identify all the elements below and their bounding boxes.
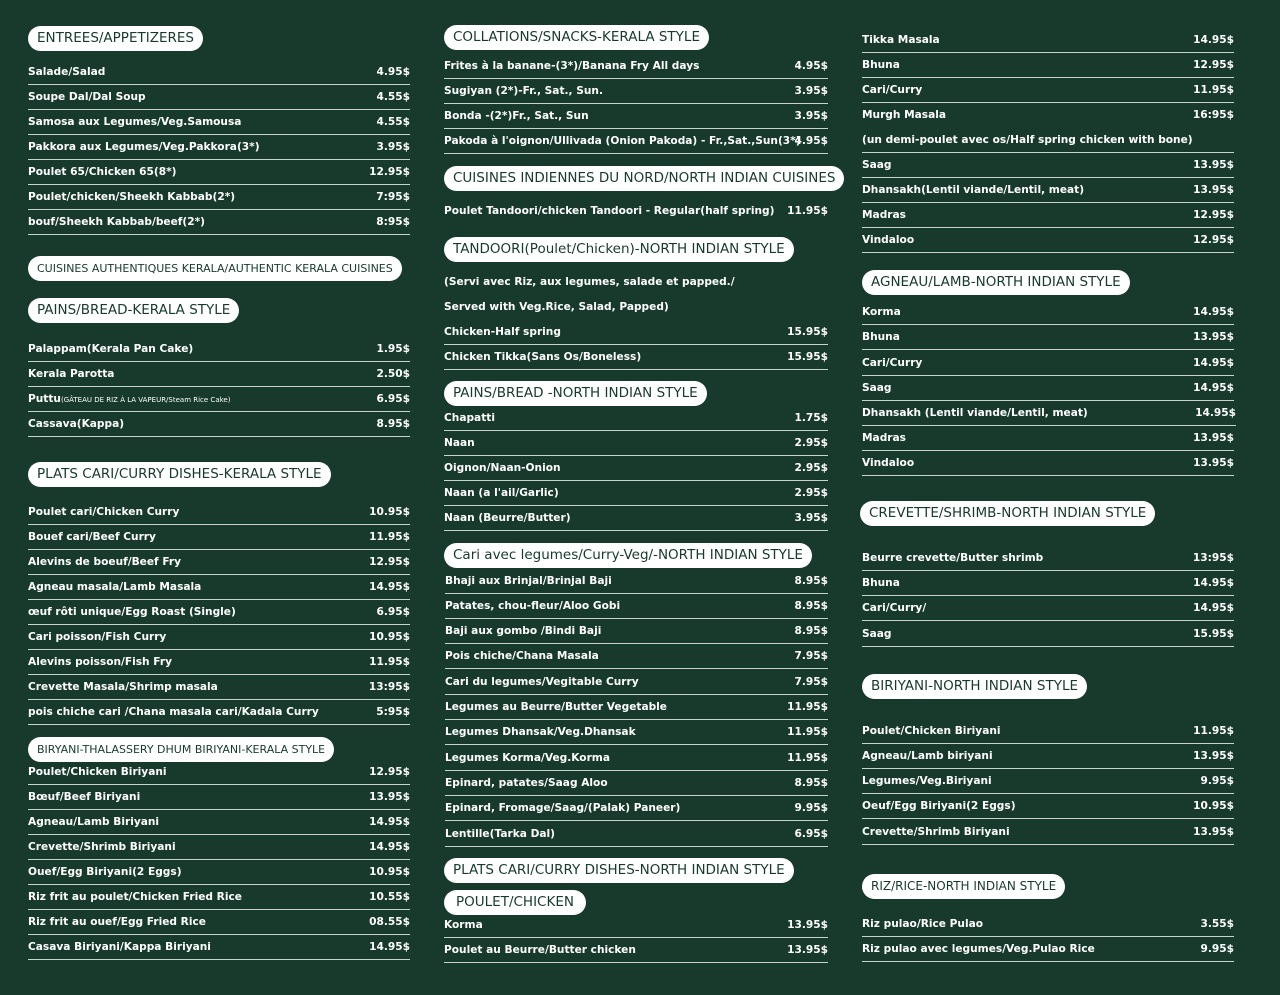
item-price: 14.95$: [1193, 357, 1234, 369]
item-name: Poulet Tandoori/chicken Tandoori - Regular(half spring): [444, 205, 775, 217]
menu-item: [862, 571, 1234, 596]
menu-item: [444, 345, 828, 370]
menu-item: [862, 103, 1234, 128]
menu-item: [444, 104, 828, 129]
item-name: Palappam(Kerala Pan Cake): [28, 343, 194, 355]
item-name: Ouef/Egg Biriyani(2 Eggs): [28, 866, 182, 878]
menu-item: [862, 794, 1234, 819]
section-title-veg-curry: Cari avec legumes/Curry-Veg/-NORTH INDIAN STYLE: [444, 543, 812, 568]
tandoori-note-en: Served with Veg.Rice, Salad, Papped): [444, 301, 669, 313]
item-price: 10.95$: [1193, 800, 1234, 812]
item-price: 9.95$: [1200, 775, 1234, 787]
menu-item: [862, 820, 1234, 845]
section-title-shrimp: CREVETTE/SHRIMB-NORTH INDIAN STYLE: [860, 501, 1155, 526]
item-price: 11.95$: [369, 531, 410, 543]
menu-item: [28, 337, 410, 362]
item-name: Poulet au Beurre/Butter chicken: [444, 944, 636, 956]
menu-item: [28, 885, 410, 910]
item-name: Patates, chou-fleur/Aloo Gobi: [445, 600, 621, 612]
section-title-north-biriyani: BIRIYANI-NORTH INDIAN STYLE: [862, 674, 1087, 699]
menu-item: [28, 860, 410, 885]
item-price: 11.95$: [787, 726, 828, 738]
item-name: Oignon/Naan-Onion: [444, 462, 561, 474]
item-price: 8:95$: [376, 216, 410, 228]
item-name: Naan (a l'ail/Garlic): [444, 487, 559, 499]
item-name: Soupe Dal/Dal Soup: [28, 91, 146, 103]
item-name-main: Puttu: [28, 393, 61, 405]
item-price: 6.95$: [376, 393, 410, 405]
item-name: Crevette Masala/Shrimp masala: [28, 681, 218, 693]
menu-item: [445, 822, 828, 847]
item-price: 14.95$: [1193, 34, 1234, 46]
menu-item-note: [862, 128, 1234, 153]
item-name: Cassava(Kappa): [28, 418, 125, 430]
menu-item: [445, 594, 828, 619]
item-price: 12.95$: [369, 766, 410, 778]
menu-item: [862, 78, 1234, 103]
item-name: Crevette/Shrimb Biriyani: [862, 826, 1010, 838]
menu-item: [444, 431, 828, 456]
item-price: 13.95$: [1193, 331, 1234, 343]
item-name: Poulet/chicken/Sheekh Kabbab(2*): [28, 191, 236, 203]
item-price: 13.95$: [1193, 184, 1234, 196]
item-price: 12.95$: [369, 556, 410, 568]
item-price: 16:95$: [1192, 109, 1234, 121]
item-price: 3.95$: [376, 141, 410, 153]
item-price: 13.95$: [369, 791, 410, 803]
item-name: Dhansakh(Lentil viande/Lentil, meat): [862, 184, 1085, 196]
item-name: Poulet/Chicken Biriyani: [862, 725, 1001, 737]
item-price: 11.95$: [787, 205, 828, 217]
item-price: 8.95$: [794, 625, 828, 637]
item-price: 13.95$: [787, 919, 828, 931]
item-name: Poulet/Chicken Biriyani: [28, 766, 167, 778]
menu-item: [862, 203, 1234, 228]
item-name: Legumes/Veg.Biriyani: [862, 775, 992, 787]
menu-item: [28, 760, 410, 785]
menu-item: [28, 785, 410, 810]
item-name: Vindaloo: [862, 457, 915, 469]
item-name: Pois chiche/Chana Masala: [445, 650, 599, 662]
menu-item: [862, 451, 1234, 476]
item-name: Murgh Masala: [862, 109, 947, 121]
item-price: 2.95$: [794, 462, 828, 474]
item-name: Alevins poisson/Fish Fry: [28, 656, 172, 668]
item-price: 11.95$: [1193, 725, 1234, 737]
menu-item: [862, 596, 1234, 621]
item-price: 7.95$: [794, 650, 828, 662]
item-name: Cari/Curry/: [862, 602, 927, 614]
item-name: Saag: [862, 159, 892, 171]
item-price: 14.95$: [369, 941, 410, 953]
item-price: 13.95$: [1193, 432, 1234, 444]
item-name: Frites à la banane-(3*)/Banana Fry All days: [444, 60, 700, 72]
menu-item: [862, 937, 1234, 962]
menu-item: [445, 569, 828, 594]
menu-item: [862, 401, 1236, 426]
menu-item: [444, 913, 828, 938]
menu-item: [28, 500, 410, 525]
item-price: 2.95$: [794, 487, 828, 499]
item-name: Alevins de boeuf/Beef Fry: [28, 556, 182, 568]
item-name: Bœuf/Beef Biriyani: [28, 791, 141, 803]
item-name: œuf rôti unique/Egg Roast (Single): [28, 606, 236, 618]
menu-item: [862, 153, 1234, 178]
item-note: (un demi-poulet avec os/Half spring chicken with bone): [862, 134, 1193, 146]
section-title-tandoori: TANDOORI(Poulet/Chicken)-NORTH INDIAN STYLE: [444, 237, 794, 262]
menu-item: [28, 550, 410, 575]
section-title-kerala-bread: PAINS/BREAD-KERALA STYLE: [28, 298, 239, 323]
item-name: Bouef cari/Beef Curry: [28, 531, 156, 543]
item-name: Bonda -(2*)Fr., Sat., Sun: [444, 110, 589, 122]
item-price: 12.95$: [1193, 59, 1234, 71]
item-name: Chicken-Half spring: [444, 326, 561, 338]
item-price: 14.95$: [369, 841, 410, 853]
menu-item: [444, 938, 828, 963]
menu-item: [28, 185, 410, 210]
item-name: Riz pulao/Rice Pulao: [862, 918, 984, 930]
section-title-kerala-biriyani: BIRYANI-THALASSERY DHUM BIRIYANI-KERALA STYLE: [28, 737, 334, 762]
item-name: Bhaji aux Brinjal/Brinjal Baji: [445, 575, 612, 587]
menu-item: [28, 575, 410, 600]
menu-item: [444, 456, 828, 481]
item-price: 13:95$: [368, 681, 410, 693]
section-title-lamb: AGNEAU/LAMB-NORTH INDIAN STYLE: [862, 270, 1130, 295]
item-price: 7.95$: [794, 676, 828, 688]
item-name: Bhuna: [862, 577, 900, 589]
item-price: 13.95$: [1193, 159, 1234, 171]
menu-item: [862, 546, 1234, 571]
item-price: 4.55$: [376, 91, 410, 103]
item-price: 7:95$: [376, 191, 410, 203]
item-name: Agneau/Lamb Biriyani: [28, 816, 160, 828]
item-name: Madras: [862, 432, 906, 444]
section-title-rice: RIZ/RICE-NORTH INDIAN STYLE: [862, 874, 1065, 899]
item-price: 6.95$: [794, 828, 828, 840]
menu-item: [862, 351, 1234, 376]
item-price: 5:95$: [376, 706, 410, 718]
item-name: Agneau masala/Lamb Masala: [28, 581, 202, 593]
menu-item: [444, 406, 828, 431]
item-price: 10.95$: [369, 866, 410, 878]
menu-item: [28, 650, 410, 675]
item-price: 08.55$: [369, 916, 410, 928]
section-title-north-indian: CUISINES INDIENNES DU NORD/NORTH INDIAN CUISINES: [444, 166, 844, 191]
item-price: 13.95$: [787, 944, 828, 956]
menu-item: [862, 325, 1234, 350]
item-name: Tikka Masala: [862, 34, 940, 46]
menu-item: [444, 199, 828, 224]
menu-item: [28, 675, 410, 700]
item-price: 2.50$: [376, 368, 410, 380]
menu-item: [862, 28, 1234, 53]
menu-item: [444, 320, 828, 345]
menu-item: [28, 525, 410, 550]
item-name: Salade/Salad: [28, 66, 106, 78]
section-title-north-curry: PLATS CARI/CURRY DISHES-NORTH INDIAN STYLE: [444, 858, 794, 883]
item-name: Madras: [862, 209, 906, 221]
item-price: 14.95$: [1193, 602, 1234, 614]
menu-item: [28, 600, 410, 625]
menu-item: [862, 53, 1234, 78]
item-price: 4.95$: [794, 135, 828, 147]
menu-item: [445, 670, 828, 695]
subsection-title-chicken: POULET/CHICKEN: [444, 890, 586, 915]
item-price: 15.95$: [787, 326, 828, 338]
item-price: 13.95$: [1193, 457, 1234, 469]
item-price: 4.55$: [376, 116, 410, 128]
item-name: Epinard, Fromage/Saag/(Palak) Paneer): [445, 802, 681, 814]
item-price: 13.95$: [1193, 826, 1234, 838]
menu-item: [445, 746, 828, 771]
item-price: 14.95$: [369, 816, 410, 828]
menu-item: [444, 481, 828, 506]
menu-item: [862, 744, 1234, 769]
item-name: Legumes au Beurre/Butter Vegetable: [445, 701, 667, 713]
item-name: Korma: [444, 919, 483, 931]
item-name: Casava Biriyani/Kappa Biriyani: [28, 941, 211, 953]
item-price: 13:95$: [1192, 552, 1234, 564]
item-name: Naan (Beurre/Butter): [444, 512, 571, 524]
item-price: 10.95$: [369, 631, 410, 643]
menu-item: [862, 912, 1234, 937]
item-name: Legumes Dhansak/Veg.Dhansak: [445, 726, 636, 738]
menu-item: [445, 695, 828, 720]
menu-item: [444, 54, 828, 79]
item-name: Beurre crevette/Butter shrimb: [862, 552, 1044, 564]
item-price: 14.95$: [369, 581, 410, 593]
menu-item: [28, 60, 410, 85]
item-price: 11.95$: [787, 701, 828, 713]
menu-item: [28, 625, 410, 650]
item-name: Cari poisson/Fish Curry: [28, 631, 167, 643]
item-name: Epinard, patates/Saag Aloo: [445, 777, 608, 789]
item-price: 8.95$: [376, 418, 410, 430]
item-name: Chicken Tikka(Sans Os/Boneless): [444, 351, 642, 363]
menu-item: [28, 910, 410, 935]
item-name: Oeuf/Egg Biriyani(2 Eggs): [862, 800, 1016, 812]
item-price: 9.95$: [794, 802, 828, 814]
menu-item: [445, 771, 828, 796]
item-name: Poulet 65/Chicken 65(8*): [28, 166, 177, 178]
menu-item: [862, 622, 1234, 647]
menu-item: [444, 506, 828, 531]
menu-item: [862, 376, 1234, 401]
item-price: 12.95$: [369, 166, 410, 178]
section-title-kerala-curry: PLATS CARI/CURRY DISHES-KERALA STYLE: [28, 462, 331, 487]
menu-item: [862, 228, 1234, 253]
item-name: Poulet cari/Chicken Curry: [28, 506, 180, 518]
menu-item: [28, 810, 410, 835]
menu-item: [444, 129, 828, 154]
item-price: 14.95$: [1193, 577, 1234, 589]
item-name: Cari/Curry: [862, 84, 923, 96]
menu-item: [862, 769, 1234, 794]
item-price: 2.95$: [794, 437, 828, 449]
item-price: 11.95$: [787, 752, 828, 764]
item-price: 15.95$: [1193, 628, 1234, 640]
menu-item: [445, 644, 828, 669]
item-price: 1.75$: [794, 412, 828, 424]
item-name: Pakkora aux Legumes/Veg.Pakkora(3*): [28, 141, 260, 153]
item-name: Sugiyan (2*)-Fr., Sat., Sun.: [444, 85, 603, 97]
menu-item: [28, 160, 410, 185]
tandoori-note-fr: (Servi avec Riz, aux legumes, salade et papped./: [444, 276, 735, 288]
item-name: Kerala Parotta: [28, 368, 115, 380]
menu-item: [28, 935, 410, 960]
item-price: 4.95$: [794, 60, 828, 72]
item-name: Legumes Korma/Veg.Korma: [445, 752, 610, 764]
menu-item: [28, 85, 410, 110]
item-name: bouf/Sheekh Kabbab/beef(2*): [28, 216, 205, 228]
item-name: Cari/Curry: [862, 357, 923, 369]
item-price: 3.55$: [1200, 918, 1234, 930]
menu-item: [862, 719, 1234, 744]
menu-item: [862, 426, 1234, 451]
item-name: Samosa aux Legumes/Veg.Samousa: [28, 116, 242, 128]
item-price: 8.95$: [794, 575, 828, 587]
item-name: Cari du legumes/Vegitable Curry: [445, 676, 639, 688]
item-price: 10.95$: [369, 506, 410, 518]
item-price: 15.95$: [787, 351, 828, 363]
menu-item: [862, 300, 1234, 325]
menu-item: [28, 135, 410, 160]
menu-item: [28, 700, 410, 725]
menu-item: [862, 178, 1234, 203]
menu-item: [28, 362, 410, 387]
menu-item: [28, 210, 410, 235]
item-name: Vindaloo: [862, 234, 915, 246]
item-name: Naan: [444, 437, 475, 449]
menu-item: [28, 110, 410, 135]
item-price: 10.55$: [369, 891, 410, 903]
menu-item: [445, 720, 828, 745]
item-price: 14.95$: [1193, 306, 1234, 318]
item-price: 3.95$: [794, 110, 828, 122]
item-price: 14.95$: [1193, 382, 1234, 394]
item-price: 12.95$: [1193, 234, 1234, 246]
item-name: Chapatti: [444, 412, 495, 424]
menu-item: [445, 619, 828, 644]
item-price: 3.95$: [794, 85, 828, 97]
item-price: 6.95$: [376, 606, 410, 618]
section-title-north-bread: PAINS/BREAD -NORTH INDIAN STYLE: [444, 381, 707, 406]
item-price: 9.95$: [1200, 943, 1234, 955]
item-name: Riz frit au poulet/Chicken Fried Rice: [28, 891, 242, 903]
item-price: 11.95$: [1193, 84, 1234, 96]
item-name: Riz pulao avec legumes/Veg.Pulao Rice: [862, 943, 1095, 955]
item-price: 8.95$: [794, 600, 828, 612]
item-price: 1.95$: [376, 343, 410, 355]
item-name: Saag: [862, 382, 892, 394]
item-name: Crevette/Shrimb Biriyani: [28, 841, 176, 853]
item-price: 13.95$: [1193, 750, 1234, 762]
item-name: Baji aux gombo /Bindi Baji: [445, 625, 602, 637]
item-name: Agneau/Lamb biriyani: [862, 750, 993, 762]
section-title-entrees: ENTREES/APPETIZERES: [28, 26, 203, 51]
item-price: 12.95$: [1193, 209, 1234, 221]
section-title-kerala-cuisines: CUISINES AUTHENTIQUES KERALA/AUTHENTIC KERALA CUISINES: [28, 256, 402, 281]
item-name: Riz frit au ouef/Egg Fried Rice: [28, 916, 206, 928]
item-price: 3.95$: [794, 512, 828, 524]
item-name: Saag: [862, 628, 892, 640]
item-name: Pakoda à l'oignon/Ullivada (Onion Pakoda) - Fr.,Sat.,Sun(3*): [444, 135, 801, 147]
item-price: 14.95$: [1195, 407, 1236, 419]
menu-item: [28, 412, 410, 437]
section-title-snacks: COLLATIONS/SNACKS-KERALA STYLE: [444, 25, 709, 50]
item-name: Bhuna: [862, 59, 900, 71]
item-price: 8.95$: [794, 777, 828, 789]
menu-item: [28, 835, 410, 860]
item-name: Lentille(Tarka Dal): [445, 828, 555, 840]
item-name-detail: (GÂTEAU DE RIZ À LA VAPEUR/Steam Rice Cake): [60, 396, 231, 404]
menu-item: [444, 79, 828, 104]
item-name: Dhansakh (Lentil viande/Lentil, meat): [862, 407, 1088, 419]
item-name: pois chiche cari /Chana masala cari/Kadala Curry: [28, 706, 319, 718]
item-price: 11.95$: [369, 656, 410, 668]
menu-item: [445, 796, 828, 821]
item-name: [28, 387, 230, 412]
item-name: Bhuna: [862, 331, 900, 343]
menu-item: [28, 387, 410, 412]
item-name: Korma: [862, 306, 901, 318]
item-price: 4.95$: [376, 66, 410, 78]
